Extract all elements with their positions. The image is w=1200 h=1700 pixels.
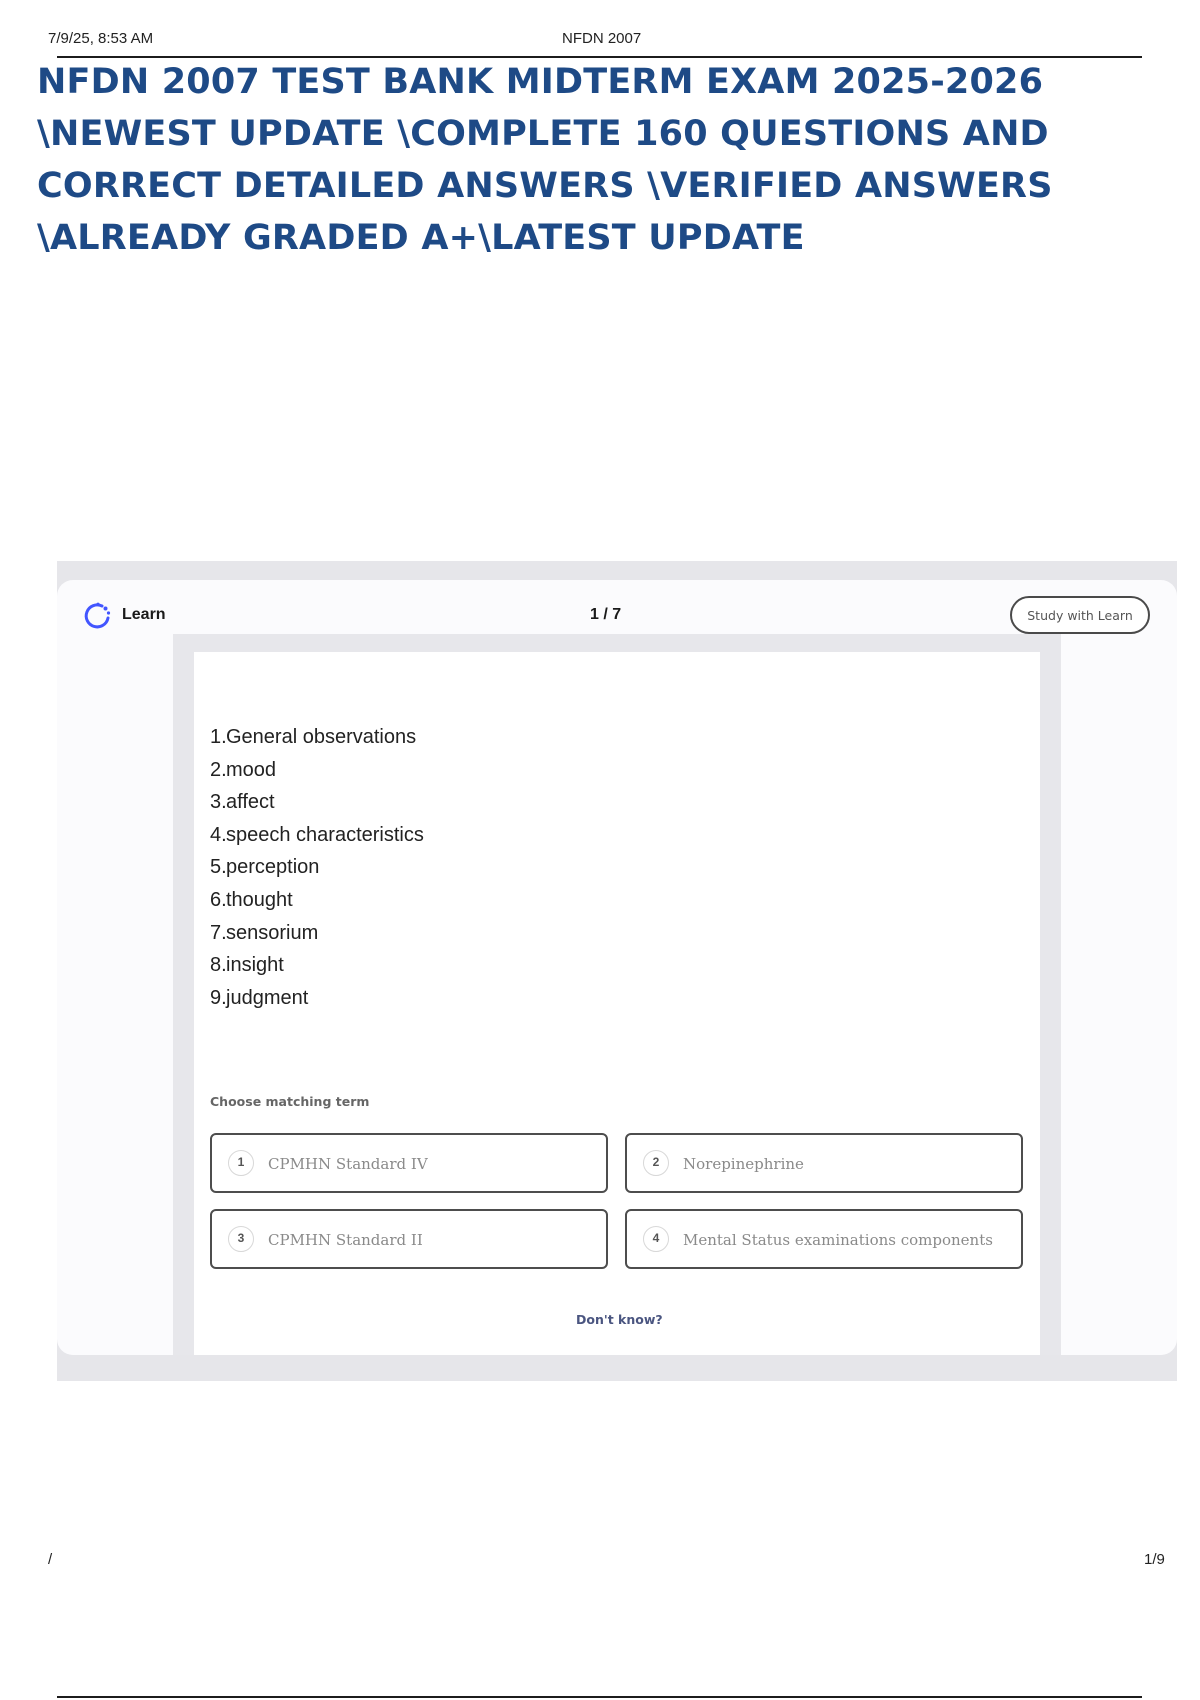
list-item bbox=[210, 726, 424, 759]
term-list bbox=[210, 726, 424, 1019]
list-item-text: insight bbox=[226, 954, 284, 977]
dont-know-link[interactable]: Don't know? bbox=[576, 1312, 663, 1327]
choose-matching-term-prompt: Choose matching term bbox=[210, 1094, 370, 1109]
study-with-learn-button[interactable]: Study with Learn bbox=[1010, 596, 1150, 634]
learn-mode-label: Learn bbox=[122, 606, 166, 623]
title-line: \ALREADY GRADED A+\LATEST UPDATE bbox=[37, 218, 805, 258]
progress-indicator: 1 / 7 bbox=[590, 606, 622, 623]
list-item bbox=[210, 987, 424, 1020]
list-item-number: 7. bbox=[210, 921, 227, 944]
list-item-number: 1. bbox=[210, 726, 227, 748]
list-item-text: thought bbox=[226, 888, 293, 911]
answer-option-4[interactable] bbox=[625, 1209, 1023, 1269]
print-header-doc-title: NFDN 2007 bbox=[562, 30, 642, 47]
list-item bbox=[210, 922, 424, 955]
title-line: \NEWEST UPDATE \COMPLETE 160 QUESTIONS AND bbox=[37, 114, 1049, 154]
list-item-number: 9. bbox=[210, 986, 227, 1009]
list-item-text: speech characteristics bbox=[226, 823, 424, 846]
list-item bbox=[210, 824, 424, 857]
title-line: CORRECT DETAILED ANSWERS \VERIFIED ANSWERS bbox=[37, 166, 1053, 206]
print-footer-url: / bbox=[48, 1551, 53, 1568]
list-item bbox=[210, 954, 424, 987]
list-item-number: 6. bbox=[210, 888, 227, 911]
list-item bbox=[210, 889, 424, 922]
option-text: Mental Status examinations components bbox=[683, 1231, 993, 1249]
title-line: NFDN 2007 TEST BANK MIDTERM EXAM 2025-2026 bbox=[37, 62, 1044, 102]
option-number-badge: 3 bbox=[228, 1226, 254, 1252]
bottom-rule bbox=[57, 1696, 1142, 1698]
option-number-badge: 4 bbox=[643, 1226, 669, 1252]
list-item bbox=[210, 856, 424, 889]
list-item-text: sensorium bbox=[226, 921, 319, 944]
list-item-number: 5. bbox=[210, 856, 227, 879]
print-header-date: 7/9/25, 8:53 AM bbox=[48, 30, 154, 47]
list-item-text: mood bbox=[226, 758, 277, 781]
document-title bbox=[37, 56, 1157, 264]
list-item-number: 4. bbox=[210, 823, 227, 846]
print-footer-page-number: 1/9 bbox=[1144, 1551, 1165, 1568]
list-item-number: 8. bbox=[210, 954, 227, 977]
list-item-number: 3. bbox=[210, 791, 227, 814]
learn-logo-icon bbox=[82, 601, 112, 631]
answer-option-1[interactable] bbox=[210, 1133, 608, 1193]
list-item bbox=[210, 791, 424, 824]
option-text: CPMHN Standard IV bbox=[268, 1155, 428, 1173]
option-number-badge: 2 bbox=[643, 1150, 669, 1176]
answer-option-3[interactable] bbox=[210, 1209, 608, 1269]
answer-option-2[interactable] bbox=[625, 1133, 1023, 1193]
option-text: CPMHN Standard II bbox=[268, 1231, 423, 1249]
list-item-text: judgment bbox=[226, 986, 309, 1009]
list-item bbox=[210, 759, 424, 792]
list-item-text: perception bbox=[226, 856, 320, 879]
list-item-number: 2. bbox=[210, 758, 227, 781]
list-item-text: General observations bbox=[226, 726, 417, 748]
list-item-text: affect bbox=[226, 791, 275, 814]
option-number-badge: 1 bbox=[228, 1150, 254, 1176]
option-text: Norepinephrine bbox=[683, 1155, 804, 1173]
